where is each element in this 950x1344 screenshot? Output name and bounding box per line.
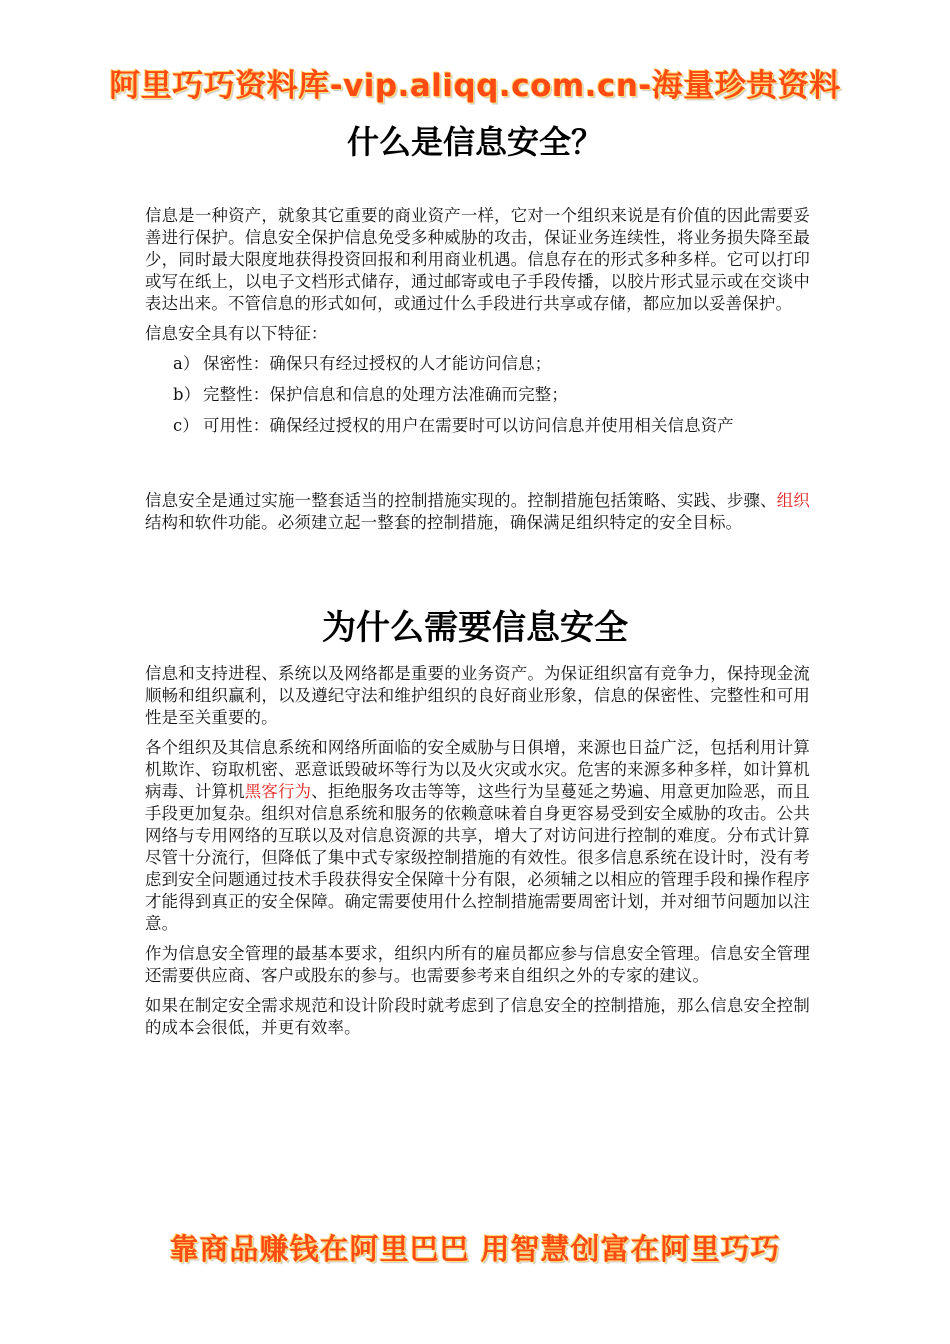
section2-paragraph-4: 如果在制定安全需求规范和设计阶段时就考虑到了信息安全的控制措施，那么信息安全控制的成本会很低，并更有效率。: [145, 996, 810, 1037]
organization-link[interactable]: 组织: [776, 491, 810, 510]
section2-body: [145, 663, 810, 1047]
threats-text-after: 、拒绝服务攻击等等，这些行为呈蔓延之势遍、用意更加险恶，而且手段更加复杂。组织对信息系统和服务的依赖意味着自身更容易受到安全威胁的攻击。公共网络与专用网络的互联以及对信息资源的共享，增大了对访问进行控制的难度。分布式计算尽管十分流行，但降低了集中式专家级控制措施的有效性。很多信息系统在设计时，没有考虑到安全问题通过技术手段获得安全保障十分有限，必须辅之以相应的管理手段和操作程序才能得到真正的安全保障。确定需要使用什么控制措施需要周密计划，并对细节问题加以注意。: [145, 782, 811, 933]
list-text: 可用性：确保经过授权的用户在需要时可以访问信息并使用相关信息资产: [203, 416, 734, 435]
section2-paragraph-2: [145, 737, 810, 935]
list-text: 完整性：保护信息和信息的处理方法准确而完整；: [203, 385, 568, 404]
section1-title: 什么是信息安全？: [346, 123, 603, 161]
features-lead: 信息安全具有以下特征：: [145, 324, 328, 343]
list-marker: b）: [173, 385, 201, 404]
section2-paragraph-3: 作为信息安全管理的最基本要求，组织内所有的雇员都应参与信息安全管理。信息安全管理还需要供应商、客户或股东的参与。也需要参考来自组织之外的专家的建议。: [145, 944, 810, 985]
features-list: [145, 353, 810, 437]
bottom-banner: 靠商品赚钱在阿里巴巴 用智慧创富在阿里巧巧: [169, 1232, 781, 1266]
list-text: 保密性：确保只有经过授权的人才能访问信息；: [203, 354, 552, 373]
list-marker: a）: [173, 354, 200, 373]
list-item: [173, 384, 810, 406]
section1-body: [145, 205, 810, 446]
controls-text-before: 信息安全是通过实施一整套适当的控制措施实现的。控制措施包括策略、实践、步骤、: [145, 491, 777, 510]
section1-intro: 信息是一种资产，就象其它重要的商业资产一样，它对一个组织来说是有价值的因此需要妥善进行保护。信息安全保护信息免受多种威胁的攻击，保证业务连续性，将业务损失降至最少，同时最大限度地获得投资回报和利用商业机遇。信息存在的形式多种多样。它可以打印或写在纸上，以电子文档形式储存，通过邮寄或电子手段传播，以胶片形式显示或在交谈中表达出来。不管信息的形式如何，或通过什么手段进行共享或存储，都应加以妥善保护。: [145, 206, 810, 313]
section2-title: 为什么需要信息安全: [322, 608, 628, 648]
controls-paragraph: [145, 490, 810, 542]
list-marker: c）: [173, 416, 199, 435]
top-banner: 阿里巧巧资料库-vip.aliqq.com.cn-海量珍贵资料: [109, 68, 841, 104]
section2-paragraph-1: 信息和支持进程、系统以及网络都是重要的业务资产。为保证组织富有竞争力，保持现金流顺畅和组织赢利，以及遵纪守法和维护组织的良好商业形象，信息的保密性、完整性和可用性是至关重要的。: [145, 664, 810, 727]
threats-text-before: 各个组织及其信息系统和网络所面临的安全威胁与日俱增，来源也日益广泛，包括利用计算机欺诈、窃取机密、恶意诋毁破坏等行为以及火灾或水灾。危害的来源多种多样，如计算机病毒、计算机: [145, 738, 810, 801]
list-item: [173, 415, 810, 437]
hacker-link[interactable]: 黑客行为: [244, 782, 312, 801]
controls-text-after: 结构和软件功能。必须建立起一整套的控制措施，确保满足组织特定的安全目标。: [145, 513, 743, 532]
list-item: [173, 353, 810, 375]
